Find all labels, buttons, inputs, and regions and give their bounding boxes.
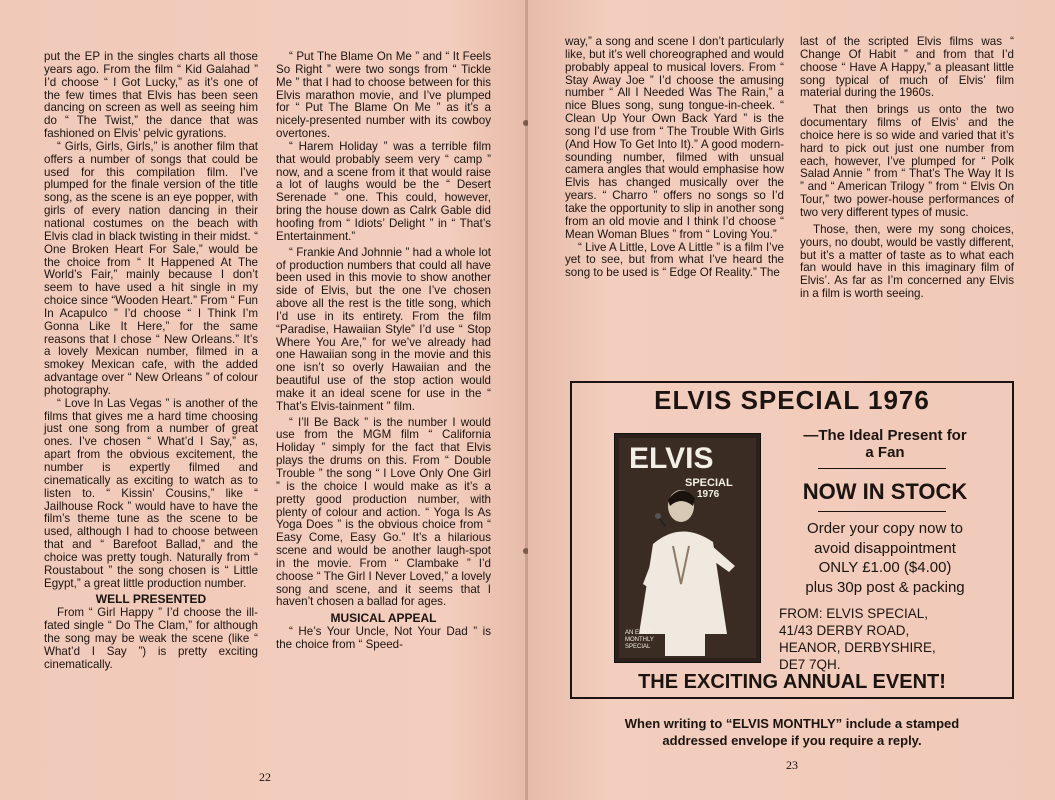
cover-small-text: SPECIAL (625, 644, 651, 650)
article-paragraph: put the EP in the singles charts all those years ago. From the film “ Kid Galahad ” I’d choose “ I Got Lucky,” as it’s one of the few times that Elvis has been seen dancing on screen as well as seeing him do “ The Twist,” the dance that was fashioned on Elvis’ pelvic gyrations. (44, 50, 258, 141)
article-paragraph: “ Harem Holiday ” was a terrible film that would probably seem very “ camp ” now, and a scene from it that would raise a lot of laughs would be the “ Desert Serenade ” one. This could, however, bring the house down as Calrk Gable did hoofing from “ Idiots’ Delight ” in “ That’s Entertainment.” (276, 139, 491, 243)
cover-small-text: AN ELVIS (625, 630, 652, 636)
ad-order-line: plus 30p post & packing (805, 578, 965, 596)
ad-address-line: HEANOR, DERBYSHIRE, (779, 640, 936, 655)
ad-order-line: Order your copy now to (807, 520, 963, 537)
article-paragraph: “ He’s Your Uncle, Not Your Dad ” is the choice from “ Speed- (276, 625, 491, 652)
page-number: 23 (786, 758, 798, 772)
ad-divider (818, 468, 946, 469)
article-paragraph: “ I’ll Be Back ” is the number I would use from the MGM film “ California Holiday ” simply for the fact that Elvis plays the drums on this. From “ Double Trouble ” the song “ I Love Only One Girl ” is the choice I would make as it’s a pretty good production number, with plenty of colour and action. “ Yoga Is As Yoga Does ” is the obvious choice from “ Easy Come, Easy Go.” It’s a hilarious scene and would be another laugh-spot in the movie. From “ Clambake ” I’d choose “ The Girl I Never Loved,” a lovely song and scene, and it seems that I haven’t chosen a ballad for ages. (276, 415, 491, 609)
page-number: 22 (259, 770, 271, 784)
ad-address-line: DE7 7QH. (779, 657, 841, 672)
reply-notice-line: addressed envelope if you require a reply. (662, 733, 922, 748)
article-paragraph: “ Girls, Girls, Girls,” is another film that offers a number of songs that could be used for this compilation film. I’ve plumped for the finale version of the title song, as the scene is an eye popper, with girls of every nation dancing in their national costumes on the beach with Elvis clad in black twisting in their midst. “ One Broken Heart For Sale,” would be the choice from “ It Happened At The World’s Fair,” mainly because I don’t seem to have used a hit single in my choice since “Wooden Heart.” From “ Fun In Acapulco ” I’d choose “ I Think I’m Gonna Like It Here,” for the same reasons that I chose “ New Orleans.” It’s a lovely Mexican number, filmed in a smokey Mexican cafe, with the added advantage over “ New Orleans ” of colour photography. (44, 139, 258, 397)
reply-notice-line: When writing to “ELVIS MONTHLY” include a stamped (624, 716, 960, 731)
right-page-column-2 (800, 36, 1014, 301)
ad-now-in-stock: NOW IN STOCK (802, 479, 968, 504)
ad-price: ONLY £1.00 ($4.00) (818, 559, 952, 576)
cover-brand: ELVIS (629, 442, 714, 475)
cover-small-text: MONTHLY (625, 637, 654, 643)
left-page-column-2 (276, 51, 491, 652)
article-paragraph: That then brings us onto the two documentary films of Elvis’ and the choice here is so wide and varied that it’s hard to pick out just one number from each, however, I’ve plumped for “ Polk Salad Annie ” from “ That’s The Way It Is ” and “ American Trilogy ” from “ Elvis On Tour,” two power-house performances of two very different types of music. (800, 103, 1014, 219)
article-paragraph: way,” a song and scene I don’t particularly like, but it’s well choreographed and would probably appeal to musical lovers. From “ Stay Away Joe ” I’d choose the amusing number “ All I Needed Was The Rain,” a nice Blues song, sung tongue-in-cheek. “ Clean Up Your Own Back Yard ” is the song I’d use from “ The Trouble With Girls (And How To Get Into It).” A good modern-sounding number, filmed with unsual camera angles that would emphasise how Elvis has changed musically over the years. “ Charro ” offers no songs so I’d take the opportunity to slip in another song from an old movie and I think I’d choose “ Mean Woman Blues ” from “ Loving You.” (565, 35, 784, 241)
ad-order-line: avoid disappointment (814, 539, 956, 557)
ad-address-line: 41/43 DERBY ROAD, (779, 623, 910, 638)
annual-cover-image (614, 433, 761, 663)
ad-address (779, 605, 936, 673)
ad-address-line: FROM: ELVIS SPECIAL, (779, 606, 929, 621)
article-paragraph: “ Put The Blame On Me ” and “ It Feels So Right ” were two songs from “ Tickle Me ” that I had to choose between for this Elvis marathon movie, and I’ve plumped for “ Put The Blame On Me ” as it’s a nicely-presented number with its cowboy overtones. (276, 50, 491, 141)
right-page (528, 0, 1055, 800)
ad-divider (818, 511, 946, 512)
cover-year: 1976 (697, 489, 720, 500)
section-heading: WELL PRESENTED (95, 592, 207, 607)
ad-tagline-line: a Fan (865, 444, 905, 461)
ad-tagline (765, 427, 1005, 461)
cover-special: SPECIAL (685, 477, 733, 489)
article-paragraph: From “ Girl Happy ” I’d choose the ill-fated single “ Do The Clam,” for although the song may be weak the scene (like “ What’d I Say ”) is pretty exciting cinematically. (44, 606, 258, 671)
elvis-performer-illustration (615, 434, 760, 662)
ad-tagline-line: —The Ideal Present for (803, 427, 967, 444)
left-page (0, 0, 527, 800)
article-paragraph: Those, then, were my song choices, yours, no doubt, would be vastly different, but it’s a matter of taste as to what each fan would have in this imaginary film of Elvis’. As far as I’m concerned any Elvis in a film is worth seeing. (800, 222, 1014, 301)
article-paragraph: “ Frankie And Johnnie ” had a whole lot of production numbers that could all have been used in this movie to show another side of Elvis, but the one I’ve chosen above all the rest is the title song, which I’d use in its entirety. From the film “Paradise, Hawaiian Style” I’d use “ Stop Where You Are,” for we’ve already had one Hawaiian song in the movie and this one isn’t so overly Hawaiian and the beautiful use of the stop action would make it an ideal scene for use in the “ That’s Elvis-tainment ” film. (276, 245, 491, 413)
article-paragraph: “ Love In Las Vegas ” is another of the films that gives me a hard time choosing just one song from a number of great ones. I’ve chosen “ What’d I Say,” as, apart from the obvious excitement, the number is expertly filmed and cinematically as exciting to watch as to listen to. “ Kissin’ Cousins,” like “ Jailhouse Rock ” would have to have the film’s theme tune as the scene to be used, although I had to choose between that and “ Barefoot Ballad,” and the choice was pretty tough. Naturally from “ Roustabout ” the song chosen is “ Little Egypt,” a great little production number. (44, 396, 258, 590)
ad-title: ELVIS SPECIAL 1976 (654, 385, 930, 415)
reply-notice (570, 715, 1014, 749)
article-paragraph: last of the scripted Elvis films was “ Change Of Habit ” and from that I’d choose “ Have A Happy,” a pleasant little song typical of much of Elvis’ film material during the 1960s. (800, 35, 1014, 100)
ad-order-info (765, 519, 1005, 597)
right-page-column-1 (565, 36, 784, 280)
left-page-column-1 (44, 51, 258, 672)
ad-slogan: THE EXCITING ANNUAL EVENT! (638, 671, 946, 693)
article-paragraph: “ Live A Little, Love A Little ” is a film I’ve yet to see, but from what I’ve heard the song to be used is “ Edge Of Reality.” The (565, 240, 784, 280)
elvis-special-advertisement (570, 381, 1014, 699)
section-heading: MUSICAL APPEAL (330, 611, 437, 626)
